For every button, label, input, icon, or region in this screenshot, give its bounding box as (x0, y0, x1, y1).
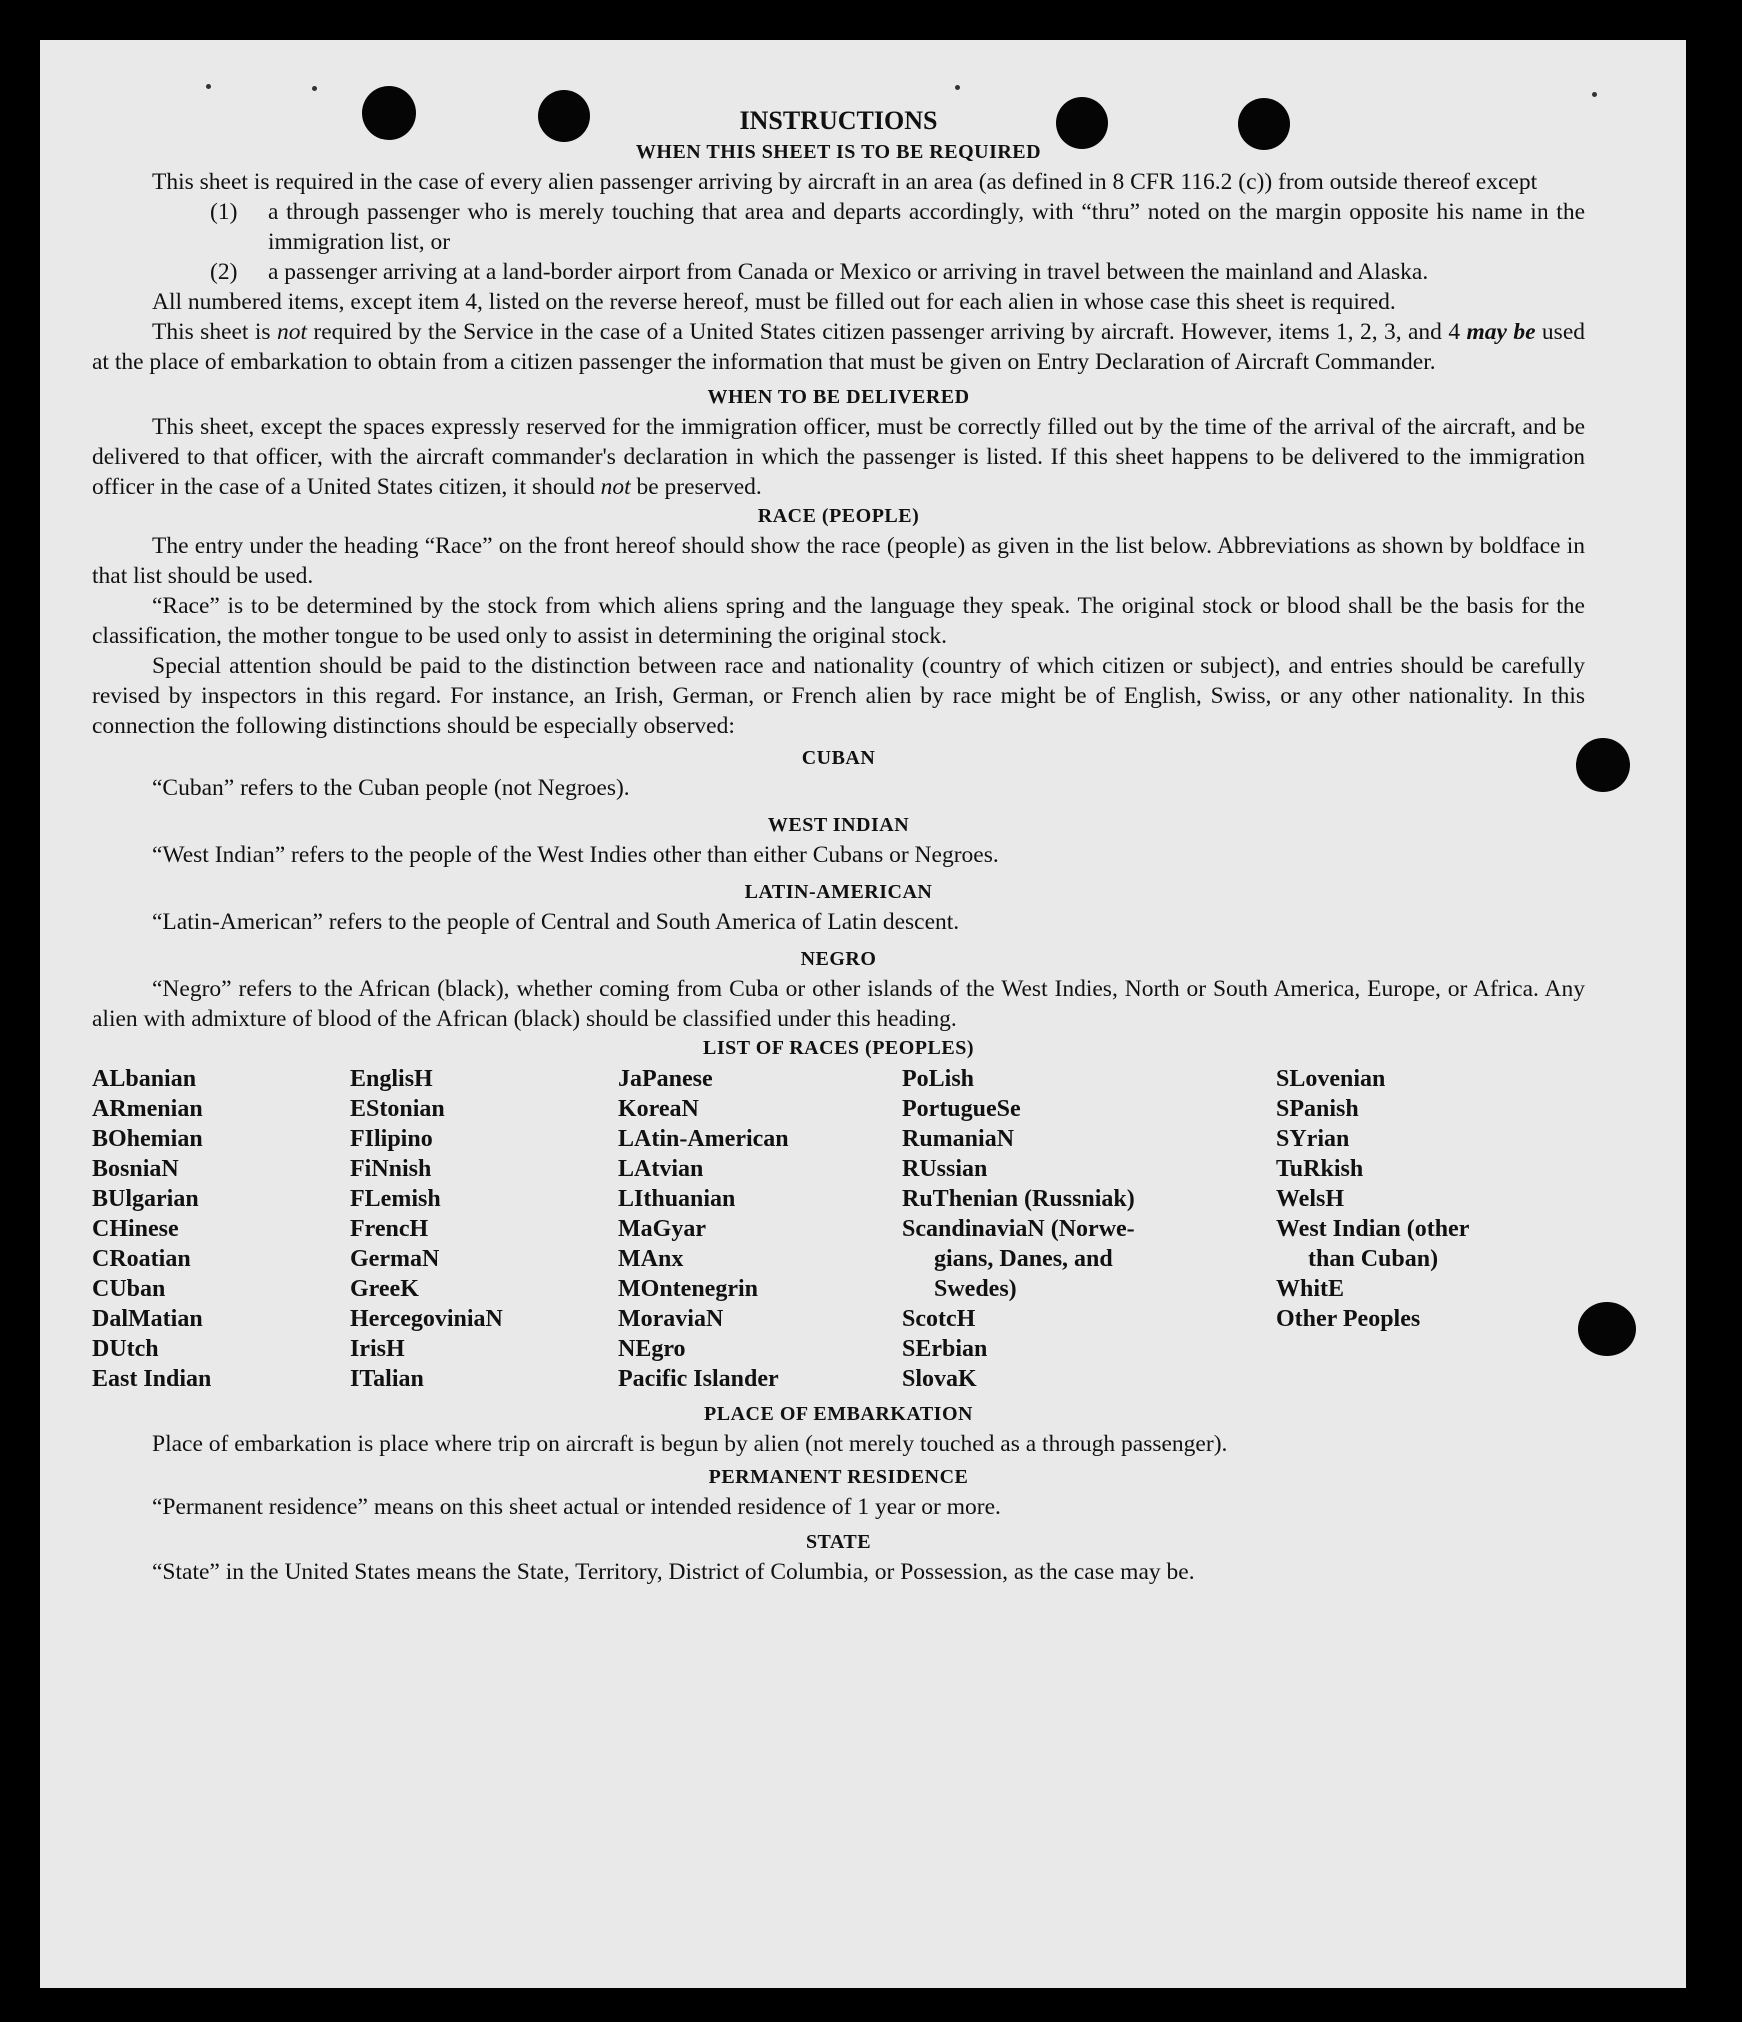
residence-text: “Permanent residence” means on this sheet actual or intended residence of 1 year or more. (152, 1494, 1001, 1520)
race-entry: SlovaK (902, 1366, 977, 1392)
race-entry: West Indian (other (1276, 1216, 1470, 1242)
race-entry: MaGyar (618, 1216, 706, 1242)
race-entry: CHinese (92, 1216, 179, 1242)
race-entry: FrencH (350, 1216, 429, 1242)
race-entry: ScotcH (902, 1306, 976, 1332)
section-heading-state: STATE (805, 1531, 872, 1553)
state-text: “State” in the United States means the State, Territory, District of Columbia, or Possession, as the case may be. (152, 1559, 1195, 1585)
race-column-1 (92, 1064, 350, 1394)
required-para-3: This sheet is not required by the Service in the case of a United States citizen passenger arriving by aircraft. However, items 1, 2, 3, and 4 may be used at the place of embarkation to obtain from a citizen passenger the information that must be given on Entry Declaration of Aircraft Commander. (92, 319, 1586, 375)
section-heading-west-indian: WEST INDIAN (767, 814, 910, 836)
required-exception-1: (1) a through passenger who is merely touching that area and departs accordingly, with “thru” noted on the margin opposite his name in the immigration list, or (210, 199, 1585, 255)
section-heading-latin-american: LATIN-AMERICAN (744, 881, 933, 903)
race-entry: IrisH (350, 1336, 405, 1362)
section-heading-embarkation: PLACE OF EMBARKATION (704, 1403, 973, 1425)
section-heading-required: WHEN THIS SHEET IS TO BE REQUIRED (635, 141, 1042, 163)
race-entry: RumaniaN (902, 1126, 1015, 1152)
race-entry: East Indian (92, 1366, 212, 1392)
section-heading-race: RACE (PEOPLE) (757, 505, 920, 527)
race-para-2: “Race” is to be determined by the stock from which aliens spring and the language they speak. The original stock or blood shall be the basis for the classification, the mother tongue to be used only to assist in determining the original stock. (92, 593, 1585, 649)
race-entry-continued: than Cuban) (1308, 1246, 1439, 1272)
race-entry: LAtin-American (618, 1126, 789, 1152)
section-heading-cuban: CUBAN (801, 747, 876, 769)
race-entry: GreeK (350, 1276, 419, 1302)
race-para-3: Special attention should be paid to the distinction between race and nationality (country of which citizen or subject), and entries should be carefully revised by inspectors in this regard. For instance, an Irish, German, or French alien by race might be of English, Swiss, or any other nationality. In this connection the following distinctions should be especially observed: (92, 653, 1585, 739)
race-column-5 (1276, 1064, 1576, 1394)
delivered-text: This sheet, except the spaces expressly reserved for the immigration officer, must be correctly filled out by the time of the arrival of the aircraft, and be delivered to that officer, with the aircraft commander's declaration in which the passenger is listed. If this sheet happens to be delivered to the immigration officer in the case of a United States citizen, it should not be preserved. (92, 414, 1585, 500)
race-entry: LAtvian (618, 1156, 704, 1182)
race-entry: BOhemian (92, 1126, 203, 1152)
race-entry: Pacific Islander (618, 1366, 779, 1392)
race-list (92, 1064, 1585, 1394)
speck (206, 84, 211, 89)
speck (312, 86, 317, 91)
race-entry: CRoatian (92, 1246, 191, 1272)
embarkation-text: Place of embarkation is place where trip on aircraft is begun by alien (not merely touched as a through passenger). (152, 1431, 1228, 1457)
race-entry: LIthuanian (618, 1186, 736, 1212)
section-heading-list-of-races: LIST OF RACES (PEOPLES) (702, 1037, 974, 1059)
race-entry: EnglisH (350, 1066, 433, 1092)
section-heading-negro: NEGRO (800, 948, 877, 970)
race-entry: TuRkish (1276, 1156, 1364, 1182)
instructions-text (92, 104, 1585, 1587)
race-entry: RUssian (902, 1156, 988, 1182)
race-column-3 (618, 1064, 902, 1394)
race-entry: CUban (92, 1276, 166, 1302)
race-entry: ScandinaviaN (Norwe- (902, 1216, 1135, 1242)
speck (955, 85, 960, 90)
race-entry: GermaN (350, 1246, 440, 1272)
race-entry: FLemish (350, 1186, 441, 1212)
race-entry: SLovenian (1276, 1066, 1386, 1092)
race-entry: DalMatian (92, 1306, 203, 1332)
race-entry: ARmenian (92, 1096, 203, 1122)
speck (1592, 92, 1597, 97)
race-entry: SYrian (1276, 1126, 1350, 1152)
cuban-text: “Cuban” refers to the Cuban people (not Negroes). (152, 775, 630, 801)
page-title: INSTRUCTIONS (739, 106, 938, 135)
west-indian-text: “West Indian” refers to the people of the West Indies other than either Cubans or Negroes. (152, 842, 999, 868)
section-heading-residence: PERMANENT RESIDENCE (708, 1466, 969, 1488)
race-column-4 (902, 1064, 1276, 1394)
race-entry: MoraviaN (618, 1306, 724, 1332)
race-entry: BUlgarian (92, 1186, 199, 1212)
race-entry: Other Peoples (1276, 1306, 1421, 1332)
race-entry: WelsH (1276, 1186, 1345, 1212)
race-entry: PortugueSe (902, 1096, 1021, 1122)
race-entry: SPanish (1276, 1096, 1359, 1122)
race-entry: ALbanian (92, 1066, 197, 1092)
race-entry: HercegoviniaN (350, 1306, 503, 1332)
required-para-2: All numbered items, except item 4, listed on the reverse hereof, must be filled out for each alien in whose case this sheet is required. (152, 289, 1396, 315)
race-entry: JaPanese (618, 1066, 713, 1092)
race-para-1: The entry under the heading “Race” on the front hereof should show the race (people) as given in the list below. Abbreviations as shown by boldface in that list should be used. (92, 533, 1585, 589)
race-entry: MOntenegrin (618, 1276, 758, 1302)
race-entry: SErbian (902, 1336, 988, 1362)
race-entry: RuThenian (Russniak) (902, 1186, 1135, 1212)
negro-text: “Negro” refers to the African (black), whether coming from Cuba or other islands of the West Indies, North or South America, Europe, or Africa. Any alien with admixture of blood of the African (black) should be classified under this heading. (92, 976, 1585, 1032)
race-entry-continued: Swedes) (934, 1276, 1017, 1302)
punch-hole (1578, 1302, 1636, 1356)
latin-american-text: “Latin-American” refers to the people of Central and South America of Latin descent. (152, 909, 960, 935)
section-heading-delivered: WHEN TO BE DELIVERED (707, 386, 970, 408)
race-entry: NEgro (618, 1336, 686, 1362)
race-column-2 (350, 1064, 618, 1394)
required-intro: This sheet is required in the case of every alien passenger arriving by aircraft in an area (as defined in 8 CFR 116.2 (c)) from outside thereof except (152, 169, 1538, 195)
race-entry: KoreaN (618, 1096, 699, 1122)
race-entry: PoLish (902, 1066, 975, 1092)
race-entry: FIlipino (350, 1126, 433, 1152)
race-entry-continued: gians, Danes, and (934, 1246, 1113, 1272)
race-entry: BosniaN (92, 1156, 179, 1182)
race-entry: DUtch (92, 1336, 159, 1362)
race-entry: WhitE (1276, 1276, 1345, 1302)
race-entry: MAnx (618, 1246, 684, 1272)
race-entry: FiNnish (350, 1156, 432, 1182)
required-exception-2: (2) a passenger arriving at a land-border airport from Canada or Mexico or arriving in travel between the mainland and Alaska. (210, 259, 1429, 285)
race-entry: EStonian (350, 1096, 445, 1122)
race-entry: ITalian (350, 1366, 424, 1392)
